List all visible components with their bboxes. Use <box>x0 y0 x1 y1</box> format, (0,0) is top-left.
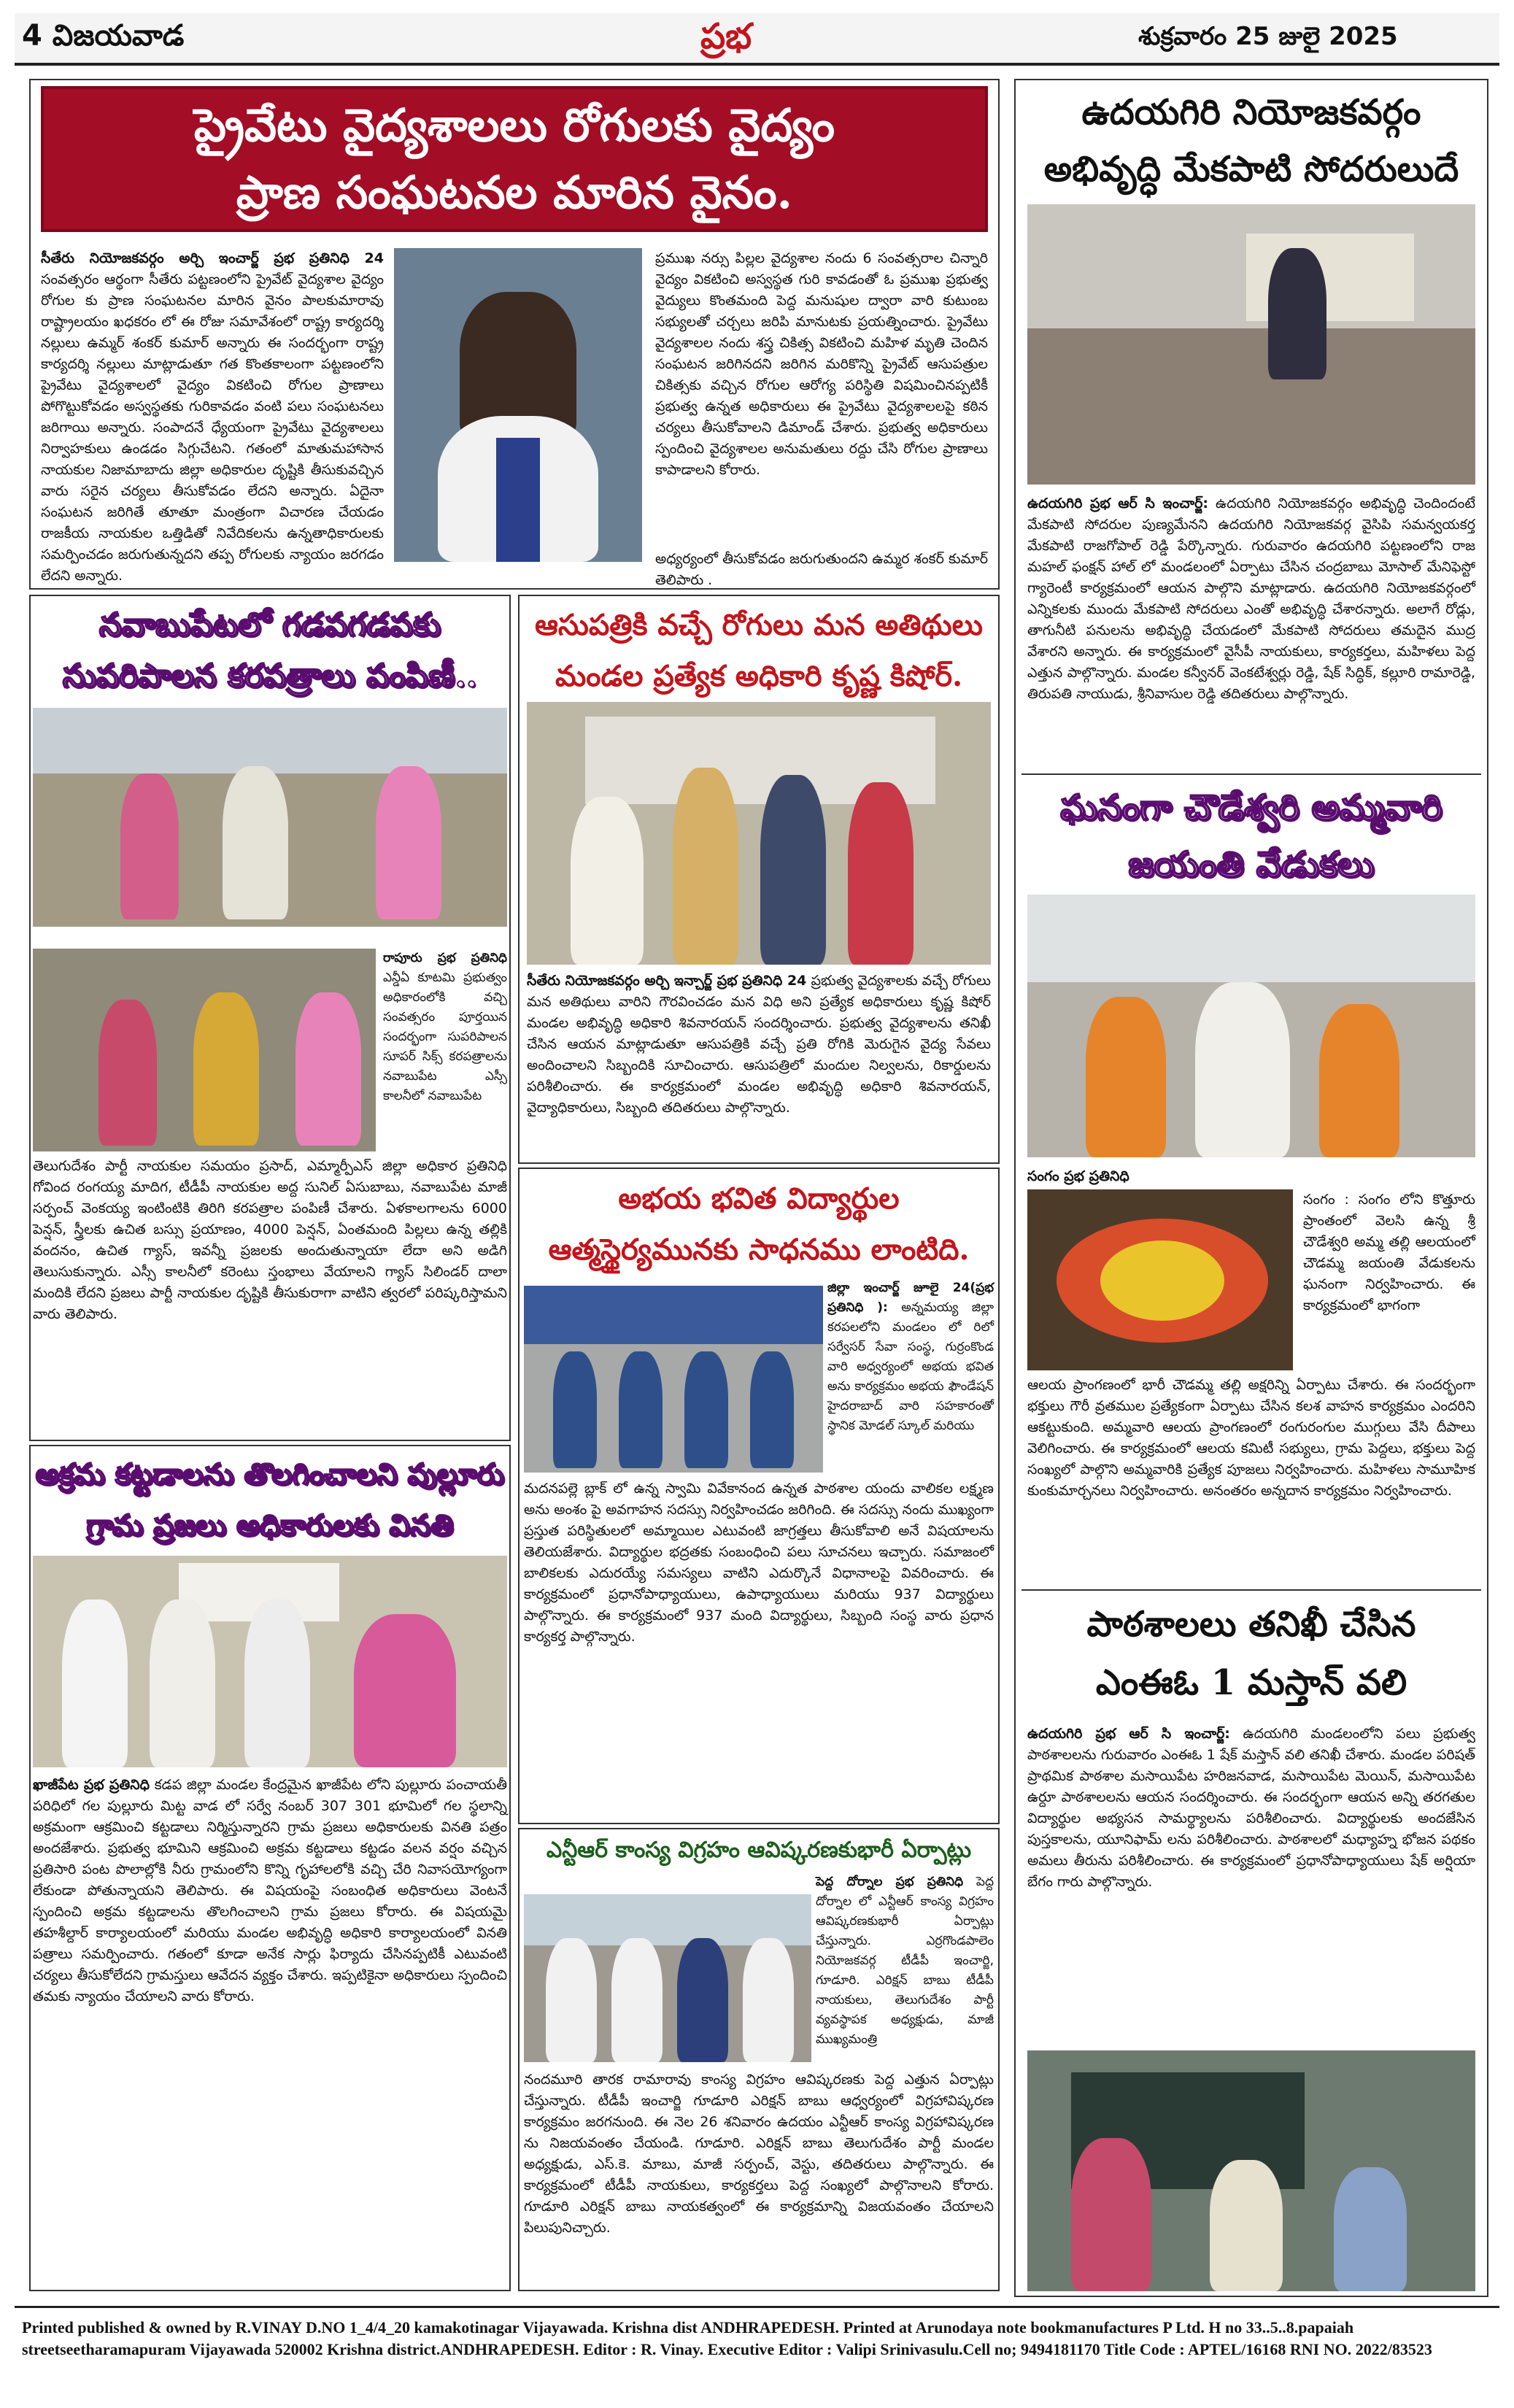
illegal-photo <box>33 1556 507 1767</box>
abhaya-headline: అభయ భవిత విద్యార్థుల ఆత్మస్థైర్యమునకు సాధనము లాంటిది. <box>548 1181 970 1267</box>
right-story2-photo-rangoli <box>1027 1189 1293 1370</box>
ntr-body: నందమూరి తారక రామారావు కాంస్య విగ్రహం ఆవిష్కరణకు పెద్ద ఎత్తున ఏర్పాట్లు చేస్తున్నారు. టీడీపీ ఇంచార్జి గూడూరి ఎరిక్షన్ బాబు ఆధ్వర్యంలో విగ్రహావిష్కరణ కార్యక్రమం జరగనుంది. ఈ నెల 26 శనివారం ఉదయం ఎన్టీఆర్ కాంస్య విగ్రహావిష్కరణ ను నిజయవంతం చేయండి. గూడూరి. ఎరిక్షన్ బాబు తెలుగుదేశం పార్టీ మండల అధ్యక్షుడు, ఎస్.కె. మాబు, మాజీ సర్పంచ్, వెస్టు, తదితరులు పాల్గొన్నారు. ఈ కార్యక్రమంలో టీడీపీ నాయకులు, కార్యకర్తలు పెద్ద సంఖ్యలో పాల్గొనాలని కోరారు. గూడూరి ఎరిక్షన్ బాబు నాయకత్వంలో ఈ కార్యక్రమాన్ని విజయవంతం చేయాలని పిలుపునిచ్చారు. <box>524 2072 994 2236</box>
right-story2-headline: ఘనంగా చౌడేశ్వరి అమ్మవారి జయంతి వేడుకలు <box>1060 787 1442 885</box>
right-story3-photo <box>1027 2050 1475 2291</box>
issue-date: శుక్రవారం 25 జులై 2025 <box>1138 22 1398 51</box>
right-story2-body: ఆలయ ప్రాంగణంలో భారీ చౌడమ్మ తల్లి అక్షరిన్ని ఏర్పాటు చేశారు. ఈ సందర్భంగా భక్తులు గౌరీ వ్రతముల ప్రత్యేకంగా ఏర్పాటు చేసిన కలశ వాహన కార్యక్రమం ఎందరిని ఆకట్టుకుంది. అమ్మవారి ఆలయ ప్రాంగణంలో రంగురంగుల ముగ్గులు వేసి దీపాలు వెలిగించారు. ఈ కార్యక్రమంలో ఆలయ కమిటీ సభ్యులు, గ్రామ పెద్దలు, భక్తులు పెద్ద సంఖ్యలో పాల్గొని అమ్మవారికి ప్రత్యేక పూజలు నిర్వహించారు. మహిళలు సామూహిక కుంకుమార్చనలు నిర్వహించారు. అనంతరం అన్నదాన కార్యక్రమం నిర్వహించారు. <box>1027 1377 1475 1499</box>
illegal-headline: అక్రమ కట్టడాలను తొలగించాలని పుల్లూరు గ్రామ ప్రజలు అధికారులకు వినతి <box>35 1457 505 1543</box>
divider <box>1021 1589 1481 1591</box>
right-story1-body: ఉదయగిరి ప్రభ ఆర్ సి ఇంచార్జ్: ఉదయగిరి నియోజకవర్గం అభివృద్ధి చెందిందంటే మేకపాటి సోదరుల పుణ్యమేనని ఉదయగిరి నియోజకవర్గ వైసిపి సమన్వయకర్త మేకపాటి రాజగోపాల్ రెడ్డి పేర్కొన్నారు. గురువారం ఉదయగిరి పట్టణంలోని రాజ మహల్ ఫంక్షన్ హాల్ లో మండలంలో ఏర్పాటు చేసిన చంద్రబాబు మోసాల్ మేనిఫెస్టో గ్యారెంటీ కార్యక్రమంలో ఆయన పాల్గొని మాట్లాడారు. ఉదయగిరి నియోజకవర్గంలో ఎన్నికలకు ముందు మేకపాటి సోదరులు ఎంతో అభివృద్ధి చేశారన్నారు. అలాగే రోడ్లు, తాగునీటి పనులను అభివృద్ధి చేయడంలో మేకపాటి సోదరులు తమదైన ముద్ర వేశారని అన్నారు. ఈ కార్యక్రమంలో వైసీపీ నాయకులు, కార్యకర్తలు, మహిళలు పెద్ద ఎత్తున పాల్గొన్నారు. మండల కన్వీనర్ వెంకటేశ్వర్లు రెడ్డి, షేక్ సిద్ధిక్, కల్లూరి రామారెడ్డి, తిరుపతి నాయుడు, శ్రీనివాసుల రెడ్డి తదితరులు పాల్గొన్నారు. <box>1027 495 1475 702</box>
imprint-line-1: Printed published & owned by R.VINAY D.NO 1_4/4_20 kamakotinagar Vijayawada. Krishna dist ANDHRAPEDESH. Printed at Arunodaya note bookmanufactures P Ltd. H no 33..5..8.papaiah <box>22 2318 1354 2336</box>
nawab-photo-1 <box>33 708 507 927</box>
lead-photo <box>394 248 642 562</box>
lead-body-closing: అధ్యర్యంలో తీసుకోవడం జరుగుతుందని ఉమ్మర శంకర్ కుమార్ తెలిపారు . <box>655 551 988 588</box>
nawab-photo-2 <box>33 949 376 1151</box>
lead-body-col1: సీతేరు నియోజకవర్గం అర్చి ఇంచార్జ్ ప్రభ ప్రతినిధి 24 సంవత్సరం ఆర్థంగా సీతేరు పట్టణంలోని ప్రైవేట్ వైద్యశాల వైద్యం రోగుల కు ప్రాణ సంఘటనల మారిన వైనం పాలకుమారావు రాష్ట్రాలయం ఖధకరం లో ఈ రోజు సమావేశంలో రాష్ట్ర కార్యదర్శి నల్లులు ఉమ్మర్ శంకర్ కుమార్ అన్నారు ఈ సందర్భంగా రాష్ట్ర కార్యదర్శి నల్లులు మాట్లాడుతూ గత కొంతకాలంగా పట్టణంలోని ప్రైవేటు వైద్యశాలలో వైద్యం వికటించి రోగుల ప్రాణాలు పోగొట్టుకోవడం అస్వస్థతకు గురికావడం వంటి పలు సంఘటనలు జరిగాయి అన్నారు. సంపాదనే ధ్యేయంగా ప్రైవేటు వైద్యశాలలు నిర్వాహకులు ఉండడం సిగ్గుచేటని. గతంలో మాతుమహాసాన నాయకుల నిజామాబాదు జిల్లా అధికారుల దృష్టికి తీసుకువచ్చిన వారు సరైన చర్యలు తీసుకోవడం లేదని అన్నారు. ఏదైనా సంఘటన జరిగితే తూతూ మంత్రంగా విచారణ చేయడం రాజకీయ నాయకుల ఒత్తిడితో నివేదికలను ఉన్నతాధికారులకు సమర్పించడం జరుగుతున్నదని తప్ప రోగులకు న్యాయం జరగడం లేదని అన్నారు. <box>41 250 384 584</box>
lead-headline: ప్రైవేటు వైద్యశాలలు రోగులకు వైద్యం ప్రాణ సంఘటనల మారిన వైనం. <box>41 86 988 232</box>
imprint-line-2: streetseetharamapuram Vijayawada 520002 Krishna district.ANDHRAPEDESH. Editor : R. Vinay. Executive Editor : Valipi Srinivasulu.Cell no; 9494181170 Title Code : APTEL/16168 RNI NO. 2022/83523 <box>22 2340 1432 2358</box>
abhaya-side: జిల్లా ఇంచార్జ్ జూలై 24(ప్రభ ప్రతినిధి ): అన్నమయ్య జిల్లా కరపలలోని మండలం లో రిలో సర్వేసర్ సేవా సంస్థ, గుర్రంకొండ వారి అధ్వర్యంలో అభయ భవిత అను కార్యక్రమం అభయ ఫౌండేషన్ హైదరాబాద్ వారి సహకారంతో స్థానిక మోడల్ స్కూల్ మరియు <box>827 1281 994 1433</box>
right-story1-photo <box>1027 204 1475 485</box>
right-story3-headline: పాఠశాలలు తనిఖీ చేసిన ఎంఈఓ 1 మస్తాన్ వలి <box>1086 1604 1416 1703</box>
right-story2-photo-top <box>1027 895 1475 1157</box>
hospital-photo <box>527 702 991 965</box>
nawab-body: తెలుగుదేశం పార్టీ నాయకుల సమయం ప్రసాద్, ఎమ్మార్పీఎస్ జిల్లా అధికార ప్రతినిధి గోవింద రంగయ్య మాదిగ, టీడీపీ నాయకుల అద్ద సునిల్ ఏసుబాబు, నవాబుపేట మాజీ సర్పంచ్ వెంకయ్య ఇంటింటికి తిరిగి కరపత్రాల పంపిణీ చేశారు. ఏళకాలగాలను 6000 పెన్షన్, స్త్రీలకు ఉచిత బస్సు ప్రయాణం, 4000 పెన్షన్, ఏంతమంది పిల్లలు ఉన్న తల్లికి వందనం, ఉచిత గ్యాస్, ఇవన్నీ ప్రజలకు అందుతున్నాయా లేదా అని అడిగి తెలుసుకున్నారు. ఎస్సీ కాలనీలో కరెంటు స్తంభాలు వేయాలని గ్యాస్ సిలిండర్ దాలా మందికి లేదని ప్రజలు పార్టీ నాయకుల దృష్టికి తీసుకురాగా వాటిని త్వరలో పరిష్కరిస్తామని వారు తెలిపారు. <box>33 1158 507 1322</box>
ntr-photo <box>524 1894 811 2062</box>
hospital-body: సీతేరు నియోజకవర్గం అర్చి ఇన్చార్జ్ ప్రభ ప్రతినిధి 24 ప్రభుత్వ వైద్యశాలకు వచ్చే రోగులు మన అతిథులు వారిని గౌరవించడం మన విధి అని ప్రత్యేక అధికారులు కృష్ణ కిషోర్ మండల అభివృద్ధి అధికారి శివనారయన్ సందర్శించారు. ప్రభుత్వ వైద్యశాలను తనిఖీ చేసిన ఆయన మాట్లాడుతూ ఆసుపత్రికి వచ్చే ప్రతి రోగికి మెరుగైన వైద్య సేవలు అందించాలని సిబ్బందికి సూచించారు. ఆసుపత్రిలో మందుల నిల్వలను, రికార్డులను పరిశీలించారు. ఈ కార్యక్రమంలో మండల అభివృద్ధి అధికారి శివనారయన్, వైద్యాధికారులు, సిబ్బంది తదితరులు పాల్గొన్నారు. <box>527 973 991 1116</box>
illegal-body: ఖాజీపేట ప్రభ ప్రతినిధి కడప జిల్లా మండల కేంద్రమైన ఖాజీపేట లోని పుల్లూరు పంచాయతీ పరిధిలో గల పుల్లూరు మిట్ట వాడ లో సర్వే నంబర్ 307 301 భూమిలో గల స్థలాన్ని అక్రమంగా ఆక్రమించి కట్టడాలు నిర్మిస్తున్నారని గ్రామ ప్రజలు అధికారులకు వినతి పత్రం అందజేశారు. ప్రభుత్వ భూమిని ఆక్రమించి అక్రమ కట్టడాలు కట్టడం వలన వర్షం వచ్చిన ప్రతిసారి పంట పొలాల్లోకి నీరు గ్రామంలోని కొన్ని గృహాలలోకి వచ్చి చేరి నివాసయోగ్యంగా లేకుండా పోతున్నాయని తెలిపారు. ఈ విషయంపై సంబంధిత అధికారులు వెంటనే స్పందించి అక్రమ కట్టడాలను తొలగించాలని గ్రామ ప్రజలు కోరారు. ఈ విషయమై తహశీల్దార్ కార్యాలయంలో మరియు మండల అభివృద్ధి అధికారి కార్యాలయంలో వినతి పత్రాలు సమర్పించారు. గతంలో కూడా అనేక సార్లు ఫిర్యాదు చేసినప్పటికీ ఎటువంటి చర్యలు తీసుకోలేదని గ్రామస్తులు ఆవేదన వ్యక్తం చేశారు. ఇప్పటికైనా అధికారులు స్పందించి తమకు న్యాయం చేయాలని వారు కోరారు. <box>33 1777 507 2004</box>
lead-body-col2: ప్రముఖ నర్సు పిల్లల వైద్యశాల నందు 6 సంవత్సరాల చిన్నారి వైద్యం వికటించి అస్వస్థత గురి కావడంతో ఓ ప్రముఖ ప్రభుత్వ వైద్యులు కొంతమంది పెద్ద మనుషుల ద్వారా వారి కుటుంబ సభ్యులతో చర్చలు జరిపి మానుటకు ప్రయత్నించారు. ప్రైవేటు వైద్యశాలల నందు శస్త్ర చికిత్స వికటించి మహిళ మృతి చెందిన సంఘటన జరిగినదని జరిగిన మరికొన్ని ప్రైవేట్ ఆసుపత్రుల చికిత్సకు వచ్చిన రోగుల ఆరోగ్య పరిస్థితి విషమించినప్పటికీ ప్రభుత్వ ఉన్నత అధికారులు ఈ ప్రైవేటు వైద్యశాలలపై కఠిన చర్యలు తీసుకోవాలని డిమాండ్ చేశారు. ప్రభుత్వ అధికారులు స్పందించి వైద్యశాలల అనుమతులు రద్దు చేసి రోగుల ప్రాణాలు కాపాడాలని కోరారు. <box>655 250 988 478</box>
right-story1-headline: ఉదయగిరి నియోజకవర్గం అభివృద్ధి మేకపాటి సోదరులుదే <box>1043 92 1459 190</box>
nawab-side: రాపూరు ప్రభ ప్రతినిధి ఎన్డీఏ కూటమి ప్రభుత్వం అధికారంలోకి వచ్చి సంవత్సరం పూర్తయిన సందర్భంగా సుపరిపాలన సూపర్ సిక్స్ కరపత్రాలను నవాబుపేట ఎస్సీ కాలనీలో నవాబుపేట <box>383 951 507 1103</box>
newspaper-logo: ప్రభ <box>700 16 752 57</box>
right-story2-byline: సంగం ప్రభ ప్రతినిధి <box>1027 1168 1129 1184</box>
right-story2-side: సంగం : సంగం లోని కొత్తూరు ప్రాంతంలో వెలసి ఉన్న శ్రీ చౌడేశ్వరి అమ్మ తల్లి ఆలయంలో చౌడమ్మ జయంతి వేడుకలను ఘనంగా నిర్వహించారు. ఈ కార్యక్రమంలో భాగంగా <box>1303 1192 1475 1313</box>
divider <box>1021 773 1481 775</box>
abhaya-photo <box>524 1286 823 1473</box>
nawab-headline: నవాబుపేటలో గడపగడపకు సుపరిపాలన కరపత్రాలు పంపిణీ.. <box>62 606 478 695</box>
imprint-footer <box>15 2306 1499 2393</box>
right-story3-body: ఉదయగిరి ప్రభ ఆర్ సి ఇంచార్జ్: ఉదయగిరి మండలంలోని పలు ప్రభుత్వ పాఠశాలలను గురువారం ఎంఈఓ 1 షేక్ మస్తాన్ వలి తనిఖీ చేశారు. మండల పరిషత్ ప్రాథమిక పాఠశాల మసాయిపేట హరిజనవాడ, మసాయిపేట మెయిన్, మసాయిపేట ఉర్దూ పాఠశాలలను ఆయన సందర్శించారు. ఈ సందర్భంగా ఆయన అన్ని తరగతుల విద్యార్థుల అభ్యసన సామర్థ్యాలను పరిశీలించారు. విద్యార్థులకు అందజేసిన పుస్తకాలను, యూనిఫామ్ లను పరిశీలించారు. పాఠశాలలో మధ్యాహ్న భోజన పథకం అమలు తీరును పరిశీలించారు. ఈ కార్యక్రమంలో ప్రధానోపాధ్యాయులు షేక్ అర్షియా బేగం గారు పాల్గొన్నారు. <box>1027 1726 1475 1890</box>
ntr-headline: ఎన్టీఆర్ కాంస్య విగ్రహం ఆవిష్కరణకుభారీ ఏర్పాట్లు <box>546 1837 972 1863</box>
abhaya-body: మదనపల్లె బ్లాక్ లో ఉన్న స్వామి వివేకానంద ఉన్నత పాఠశాల యందు వాలికల లక్ష్మణ అను అంశం పై అవగాహన సదస్సు నిర్వహించడం జరిగింది. ఈ సదస్సు నందు ముఖ్యంగా ప్రస్తుత పరిస్థితులలో అమ్మాయిల ఎటువంటి జాగ్రత్తలు తీసుకోవాలి అనే విషయాలను తెలియజేశారు. విద్యార్థుల భద్రతకు సంబంధించి పలు సూచనలు ఇచ్చారు. సమాజంలో బాలికలకు ఎదురయ్యే సమస్యలు వాటిని ఎదుర్కొనే విధానాలపై వివరించారు. ఈ కార్యక్రమంలో ప్రధానోపాధ్యాయులు, ఉపాధ్యాయులు మరియు 937 విద్యార్థులు పాల్గొన్నారు. ఈ కార్యక్రమంలో 937 మంది విద్యార్థులు, సిబ్బంది సంస్థ వారు ప్రధాన కార్యకర్త పాల్గొన్నారు. <box>524 1481 994 1645</box>
ntr-side: పెద్ద దోర్నాల ప్రభ ప్రతినిధి పెద్ద దోర్నాల లో ఎన్టీఆర్ కాంస్య విగ్రహం ఆవిష్కరణకుభారీ ఏర్పాట్లు చేస్తున్నారు. ఎర్రగొండపాలెం నియోజకవర్గ టీడీపీ ఇంచార్జి, గూడూరి. ఎరిక్షన్ బాబు టీడీపీ నాయకులు, తెలుగుదేశం పార్టీ వ్యవస్థాపక అధ్యక్షుడు, మాజీ ముఖ్యమంత్రి <box>816 1875 994 2047</box>
page-number-city: 4 విజయవాడ <box>22 19 185 53</box>
hospital-headline: ఆసుపత్రికి వచ్చే రోగులు మన అతిథులు మండల ప్రత్యేక అధికారి కృష్ణ కిషోర్. <box>535 608 983 693</box>
